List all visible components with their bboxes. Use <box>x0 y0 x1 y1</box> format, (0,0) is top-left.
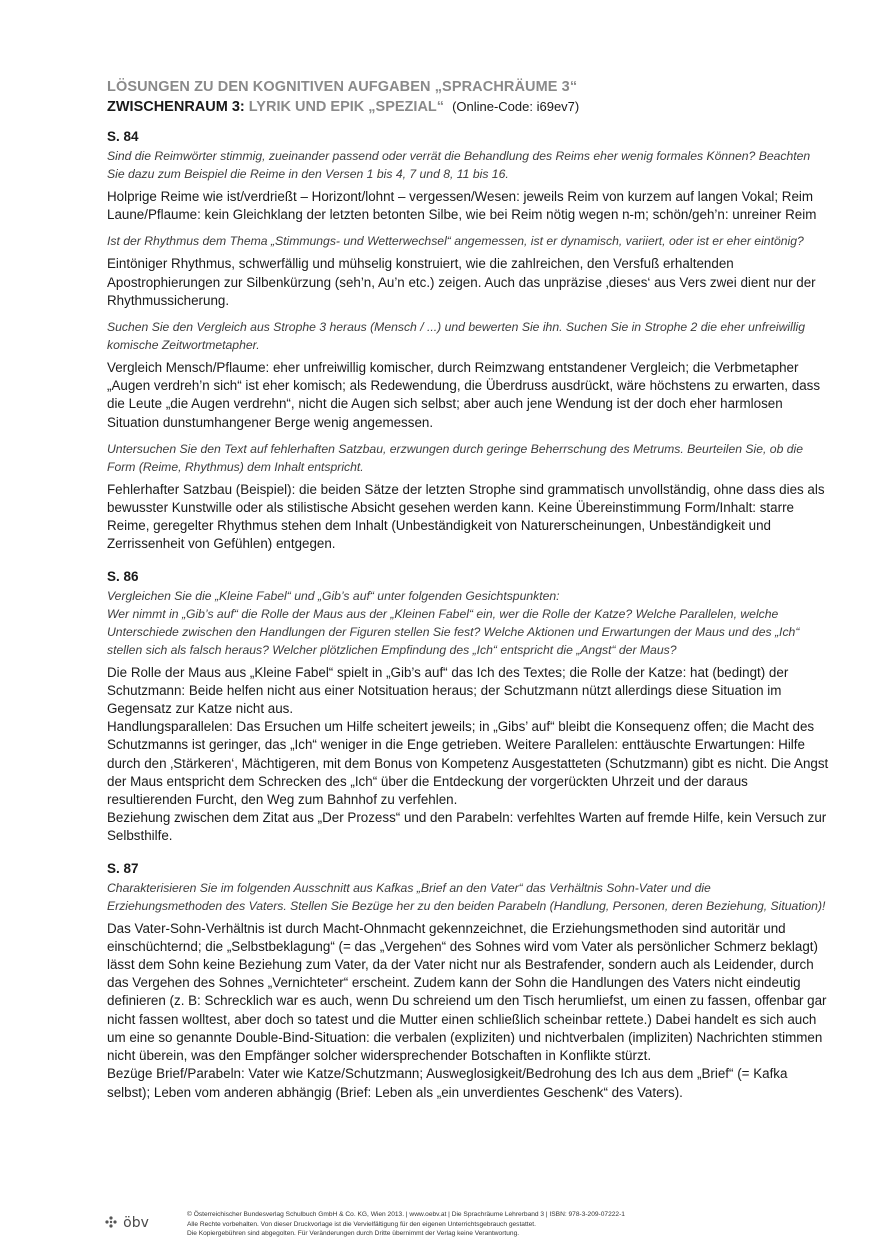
question: Suchen Sie den Vergleich aus Strophe 3 heraus (Mensch / ...) und bewerten Sie ihn. Suchen Sie in Strophe 2 die eher unfreiwillig komische Zeitwortmetapher. <box>107 320 806 353</box>
answer: Eintöniger Rhythmus, schwerfällig und mühselig konstruiert, wie die zahlreichen, den Versfuß erhaltenden Apostrophierungen zur Silbenkürzung (seh’n, Au’n etc.) zeigen. Auch das unpräzise ‚dieses‘ aus Vers zwei dient nur der Rhythmussicherung. <box>107 256 816 308</box>
question: Vergleichen Sie die „Kleine Fabel“ und „Gib’s auf“ unter folgenden Gesichtspunkten: <box>107 588 560 603</box>
document-title: LÖSUNGEN ZU DEN KOGNITIVEN AUFGABEN „SPRACHRÄUME 3“ <box>107 79 578 95</box>
document-page <box>107 78 829 1102</box>
answer: Das Vater-Sohn-Verhältnis ist durch Macht-Ohnmacht gekennzeichnet, die Erziehungsmethoden sind autoritär und einschüchternd; die „Selbstbeklagung“ (= das „Vergehen“ des Sohnes wird vom Vater als persönlicher Schmerz beklagt) lässt dem Sohn keine Beziehung zum Vater, da der Vater nicht nur als Bestrafender, sondern auch als Leidender, durch das Vergehen des Sohnes „Vernichteter“ erscheint. Zudem kann der Sohn die Handlungen des Vaters nicht eindeutig definieren (z. B: Schrecklich war es auch, wenn Du schreiend um den Tisch herumliefst, um einen zu fassen, offenbar gar nicht fassen wolltest, aber doch so tatest und die Mutter einen schließlich scheinbar rettete.) Dabei handelt es sich auch um eine so genannte Double-Bind-Situation: die verbalen (expliziten) und nichtverbalen (impliziten) Nachrichten stimmen nicht überein, was den Empfänger solcher widersprechender Botschaften in Konflikte stürzt. <box>107 920 827 1064</box>
section-heading-s86: S. 86 <box>107 568 139 584</box>
question: Sind die Reimwörter stimmig, zueinander passend oder verrät die Behandlung des Reims eher wenig formales Können? Beachten Sie dazu zum Beispiel die Reime in den Versen 1 bis 4, 7 und 8, 11 bis 16. <box>107 149 811 181</box>
obv-logo-icon <box>105 1216 121 1231</box>
copyright-line: Die Kopiergebühren sind abgegolten. Für Veränderungen durch Dritte übernimmt der Verlag keine Verantwortung. <box>187 1230 520 1238</box>
question: Untersuchen Sie den Text auf fehlerhaften Satzbau, erzwungen durch geringe Beherrschung des Metrums. Beurteilen Sie, ob die Form (Reime, Rhythmus) dem Inhalt entspricht. <box>107 441 804 474</box>
publisher-logo <box>105 1215 149 1231</box>
answer: Holprige Reime wie ist/verdrießt – Horizont/lohnt – vergessen/Wesen: jeweils Reim von kurzem auf langen Vokal; Reim Laune/Pflaume: kein Gleichklang der letzten betonten Silbe, wie bei Reim nötig wegen n-m; schön/geh’n: unreiner Reim <box>107 189 817 223</box>
copyright-line: © Österreichischer Bundesverlag Schulbuch GmbH & Co. KG, Wien 2013. | www.oebv.at | Die Sprachräume Lehrerband 3 | ISBN: 978-3-209-07222-1 <box>187 1211 625 1218</box>
question: Ist der Rhythmus dem Thema „Stimmungs- und Wetterwechsel“ angemessen, ist er dynamisch, variiert, oder ist er eher eintönig? <box>107 234 804 249</box>
online-code: (Online-Code: i69ev7) <box>452 99 580 114</box>
section-heading-s84: S. 84 <box>107 129 139 144</box>
answer: Beziehung zwischen dem Zitat aus „Der Prozess“ und den Parabeln: verfehltes Warten auf fremde Hilfe, kein Versuch zur Selbsthilfe. <box>107 810 827 844</box>
document-subtitle <box>107 97 829 117</box>
question: Charakterisieren Sie im folgenden Ausschnitt aus Kafkas „Brief an den Vater“ das Verhältnis Sohn-Vater und die Erziehungsmethoden des Vaters. Stellen Sie Bezüge her zu den beiden Parabeln (Handlung, Personen, deren Beziehung, Situation)! <box>107 880 826 913</box>
answer: Vergleich Mensch/Pflaume: eher unfreiwillig komischer, durch Reimzwang entstandener Vergleich; die Verbmetapher „Augen verdreh’n sich“ ist eher komisch; als Redewendung, die Überdruss ausdrückt, wäre höchstens zu erwarten, dass die Leute „die Augen verdrehn“, nicht die Augen sich selbst; aber auch jene Wendung ist der doch eher harmlosen Situation dunstumhangener Berge wenig angemessen. <box>107 360 821 430</box>
subtitle-text: LYRIK UND EPIK „SPEZIAL“ <box>248 99 445 115</box>
answer: Fehlerhafter Satzbau (Beispiel): die beiden Sätze der letzten Strophe sind grammatisch unvollständig, ohne dass dies als bewusster Kunstwille oder als stilistische Absicht gesehen werden kann. Keine Übereinstimmung Form/Inhalt: starre Reime, geregelter Rhythmus stehen dem Inhalt (Unbeständigkeit von Naturerscheinungen, Unbeständigkeit und Zerrissenheit von Gefühlen) entgegen. <box>107 481 825 552</box>
subtitle-prefix: ZWISCHENRAUM 3: <box>107 99 245 115</box>
answer: Handlungsparallelen: Das Ersuchen um Hilfe scheitert jeweils; in „Gibs’ auf“ bleibt die Konsequenz offen; die Macht des Schutzmanns ist geringer, das „Ich“ weniger in die Enge getrieben. Weitere Parallelen: enttäuschte Erwartungen: Hilfe durch den ‚Stärkeren‘, Mächtigeren, mit dem Bonus von Kompetenz Ausgestatteten (Schutzmann) gibt es nicht. Die Angst der Maus entspricht dem Schrecken des „Ich“ über die Entdeckung der vorgerückten Uhrzeit und der daraus resultierenden Furcht, den Weg zum Bahnhof zu verfehlen. <box>107 719 829 808</box>
question: Wer nimmt in „Gib’s auf“ die Rolle der Maus aus der „Kleinen Fabel“ ein, wer die Rolle der Katze? Welche Parallelen, welche Unterschiede zwischen den Handlungen der Figuren stellen Sie fest? Welche Aktionen und Erwartungen der Maus und des „Ich“ stellen sich als falsch heraus? Welcher plötzlichen Empfindung des „Ich“ entspricht die „Angst“ der Maus? <box>107 606 800 657</box>
answer: Die Rolle der Maus aus „Kleine Fabel“ spielt in „Gib’s auf“ das Ich des Textes; die Rolle der Katze: hat (bedingt) der Schutzmann: Beide helfen nicht aus einer Notsituation heraus; der Schutzmann nützt allerdings diese Situation im Gegensatz zur Katze nicht aus. <box>107 664 789 717</box>
copyright-notice <box>187 1210 837 1239</box>
logo-text: öbv <box>123 1215 149 1231</box>
section-heading-s87: S. 87 <box>107 860 139 876</box>
answer: Bezüge Brief/Parabeln: Vater wie Katze/Schutzmann; Ausweglosigkeit/Bedrohung des Ich aus dem „Brief“ (= Kafka selbst); Leben vom anderen abhängig (Brief: Leben als „ein unverdientes Geschenk“ des Vaters). <box>107 1066 788 1100</box>
copyright-line: Alle Rechte vorbehalten. Von dieser Druckvorlage ist die Vervielfältigung für den eigenen Unterrichtsgebrauch gestattet. <box>187 1220 536 1228</box>
